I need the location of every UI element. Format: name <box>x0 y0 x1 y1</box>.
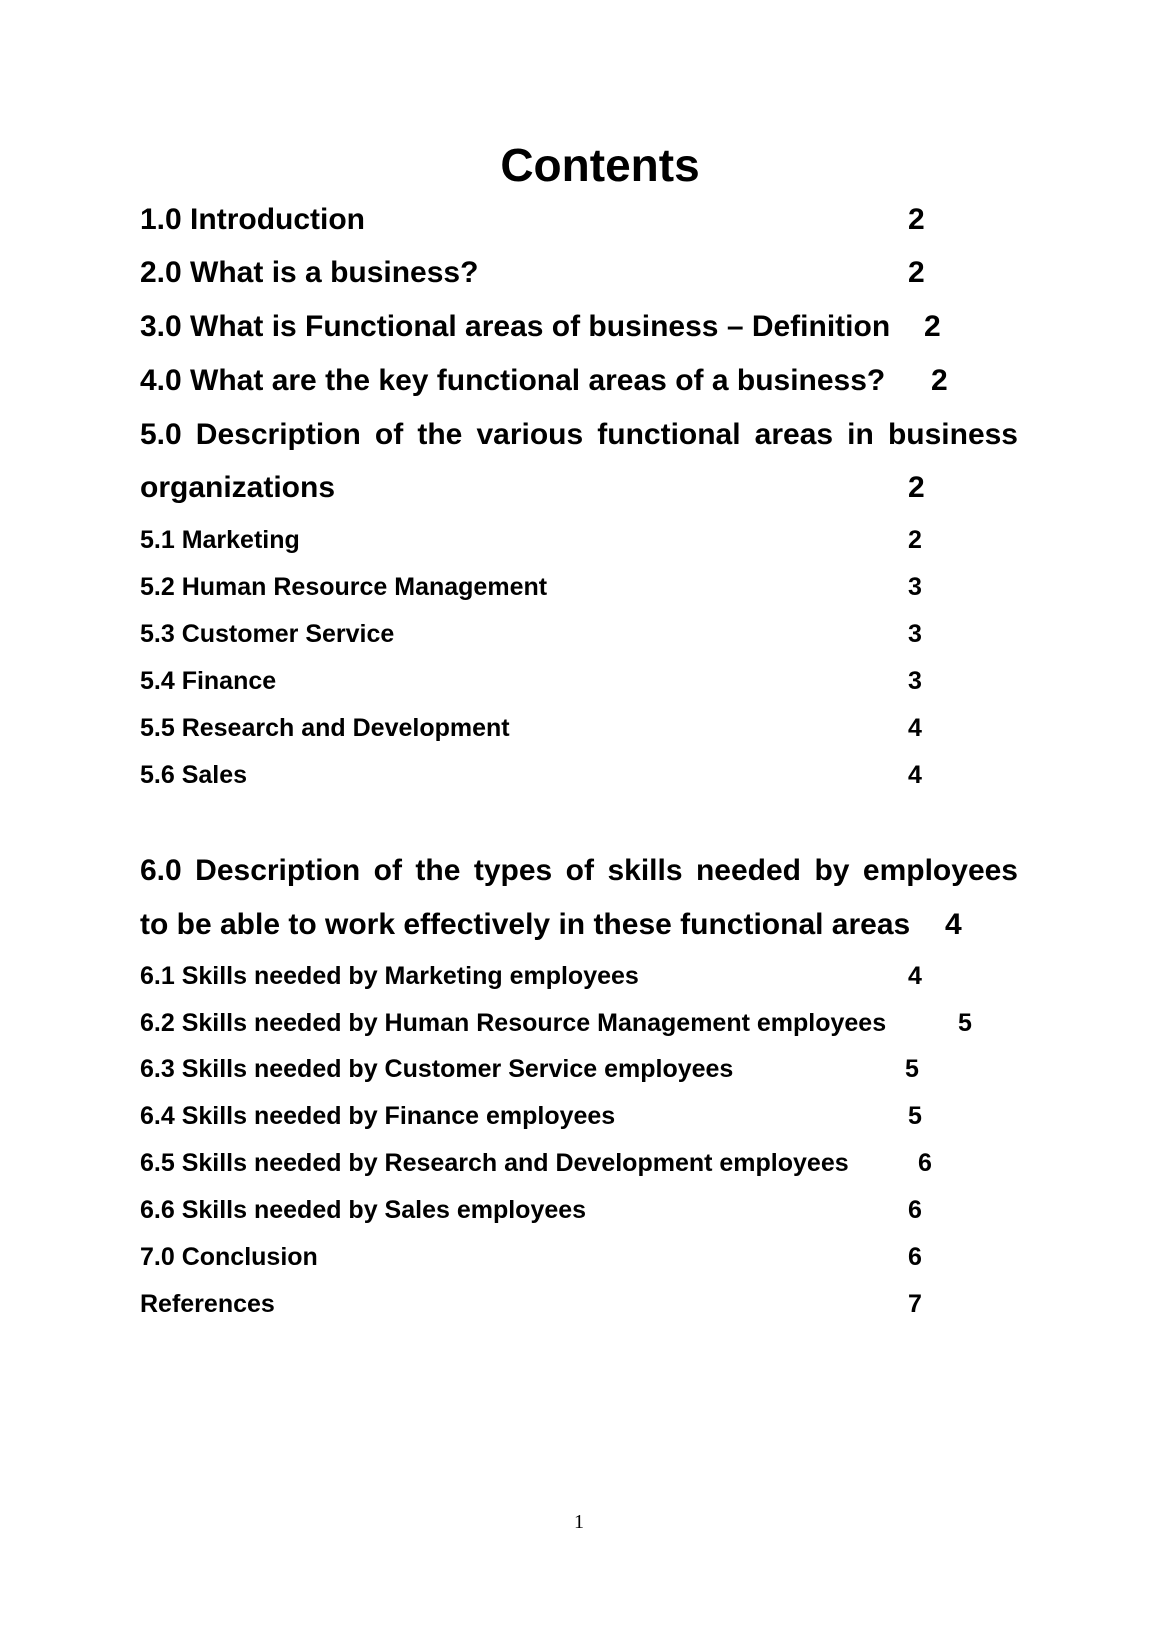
toc-entry-page: 2 <box>908 256 925 289</box>
toc-entry-page: 4 <box>945 908 962 941</box>
toc-entry-label: 6.1 Skills needed by Marketing employees <box>140 962 639 990</box>
toc-entry-description-functional-areas[interactable] <box>0 417 1158 507</box>
toc-entry-page: 5 <box>908 1102 922 1130</box>
toc-entry-label: 4.0 What are the key functional areas of a business? <box>140 364 886 397</box>
toc-entry-skills-customer-service[interactable] <box>0 1054 1158 1084</box>
toc-entry-finance[interactable] <box>0 666 1158 696</box>
toc-entry-label: 6.6 Skills needed by Sales employees <box>140 1196 587 1224</box>
toc-entry-page: 5 <box>958 1009 972 1037</box>
toc-entry-label: 5.1 Marketing <box>140 526 300 554</box>
toc-entry-label: 6.4 Skills needed by Finance employees <box>140 1102 616 1130</box>
toc-entry-page: 2 <box>908 526 922 554</box>
toc-entry-label: 5.2 Human Resource Management <box>140 573 548 601</box>
toc-entry-page: 4 <box>908 714 922 742</box>
toc-entry-label-line1: 5.0 Description of the various functional areas in business <box>140 418 1018 451</box>
toc-entry-page: 2 <box>908 203 925 236</box>
toc-entry-skills-hrm[interactable] <box>0 1008 1158 1038</box>
toc-entry-label: 5.6 Sales <box>140 761 248 789</box>
toc-entry-label: 7.0 Conclusion <box>140 1243 318 1271</box>
toc-entry-label-line2: organizations <box>140 471 336 504</box>
toc-entry-label: 2.0 What is a business? <box>140 256 479 289</box>
toc-entry-references[interactable] <box>0 1289 1158 1319</box>
toc-entry-key-functional-areas[interactable] <box>0 363 1158 399</box>
toc-entry-sales[interactable] <box>0 760 1158 790</box>
toc-entry-page: 2 <box>924 310 941 343</box>
toc-entry-what-is-business[interactable] <box>0 255 1158 291</box>
toc-entry-label: 6.5 Skills needed by Research and Development employees <box>140 1149 849 1177</box>
toc-entry-label: 5.5 Research and Development <box>140 714 510 742</box>
toc-entry-label-line2: to be able to work effectively in these functional areas <box>140 908 911 941</box>
toc-entry-page: 7 <box>908 1290 922 1318</box>
toc-entry-page: 6 <box>918 1149 932 1177</box>
footer-page-number: 1 <box>574 1511 584 1533</box>
toc-title: Contents <box>500 139 700 191</box>
toc-entry-marketing[interactable] <box>0 525 1158 555</box>
toc-entry-research-development[interactable] <box>0 713 1158 743</box>
toc-entry-label-line1: 6.0 Description of the types of skills needed by employees <box>140 854 1018 887</box>
toc-entry-page: 2 <box>931 364 948 397</box>
toc-entry-label: 1.0 Introduction <box>140 203 365 236</box>
toc-entry-page: 2 <box>908 471 925 504</box>
toc-entry-page: 5 <box>905 1055 919 1083</box>
toc-entry-page: 6 <box>908 1243 922 1271</box>
toc-entry-page: 6 <box>908 1196 922 1224</box>
toc-entry-conclusion[interactable] <box>0 1242 1158 1272</box>
toc-entry-label: 6.3 Skills needed by Customer Service employees <box>140 1055 734 1083</box>
toc-entry-page: 4 <box>908 962 922 990</box>
toc-entry-label: 5.3 Customer Service <box>140 620 395 648</box>
toc-entry-functional-areas-definition[interactable] <box>0 309 1158 345</box>
toc-entry-human-resource-management[interactable] <box>0 572 1158 602</box>
toc-entry-page: 3 <box>908 620 922 648</box>
toc-entry-customer-service[interactable] <box>0 619 1158 649</box>
toc-entry-skills-sales[interactable] <box>0 1195 1158 1225</box>
toc-entry-skills-marketing[interactable] <box>0 961 1158 991</box>
toc-entry-label: References <box>140 1290 275 1318</box>
toc-entry-page: 4 <box>908 761 922 789</box>
toc-entry-skills-description[interactable] <box>0 853 1158 943</box>
toc-entry-introduction[interactable] <box>0 202 1158 238</box>
toc-entry-page: 3 <box>908 573 922 601</box>
toc-entry-label: 3.0 What is Functional areas of business – Definition <box>140 310 891 343</box>
toc-entry-label: 6.2 Skills needed by Human Resource Management employees <box>140 1009 887 1037</box>
toc-entry-page: 3 <box>908 667 922 695</box>
toc-entry-skills-research-development[interactable] <box>0 1148 1158 1178</box>
toc-entry-skills-finance[interactable] <box>0 1101 1158 1131</box>
toc-entry-label: 5.4 Finance <box>140 667 277 695</box>
